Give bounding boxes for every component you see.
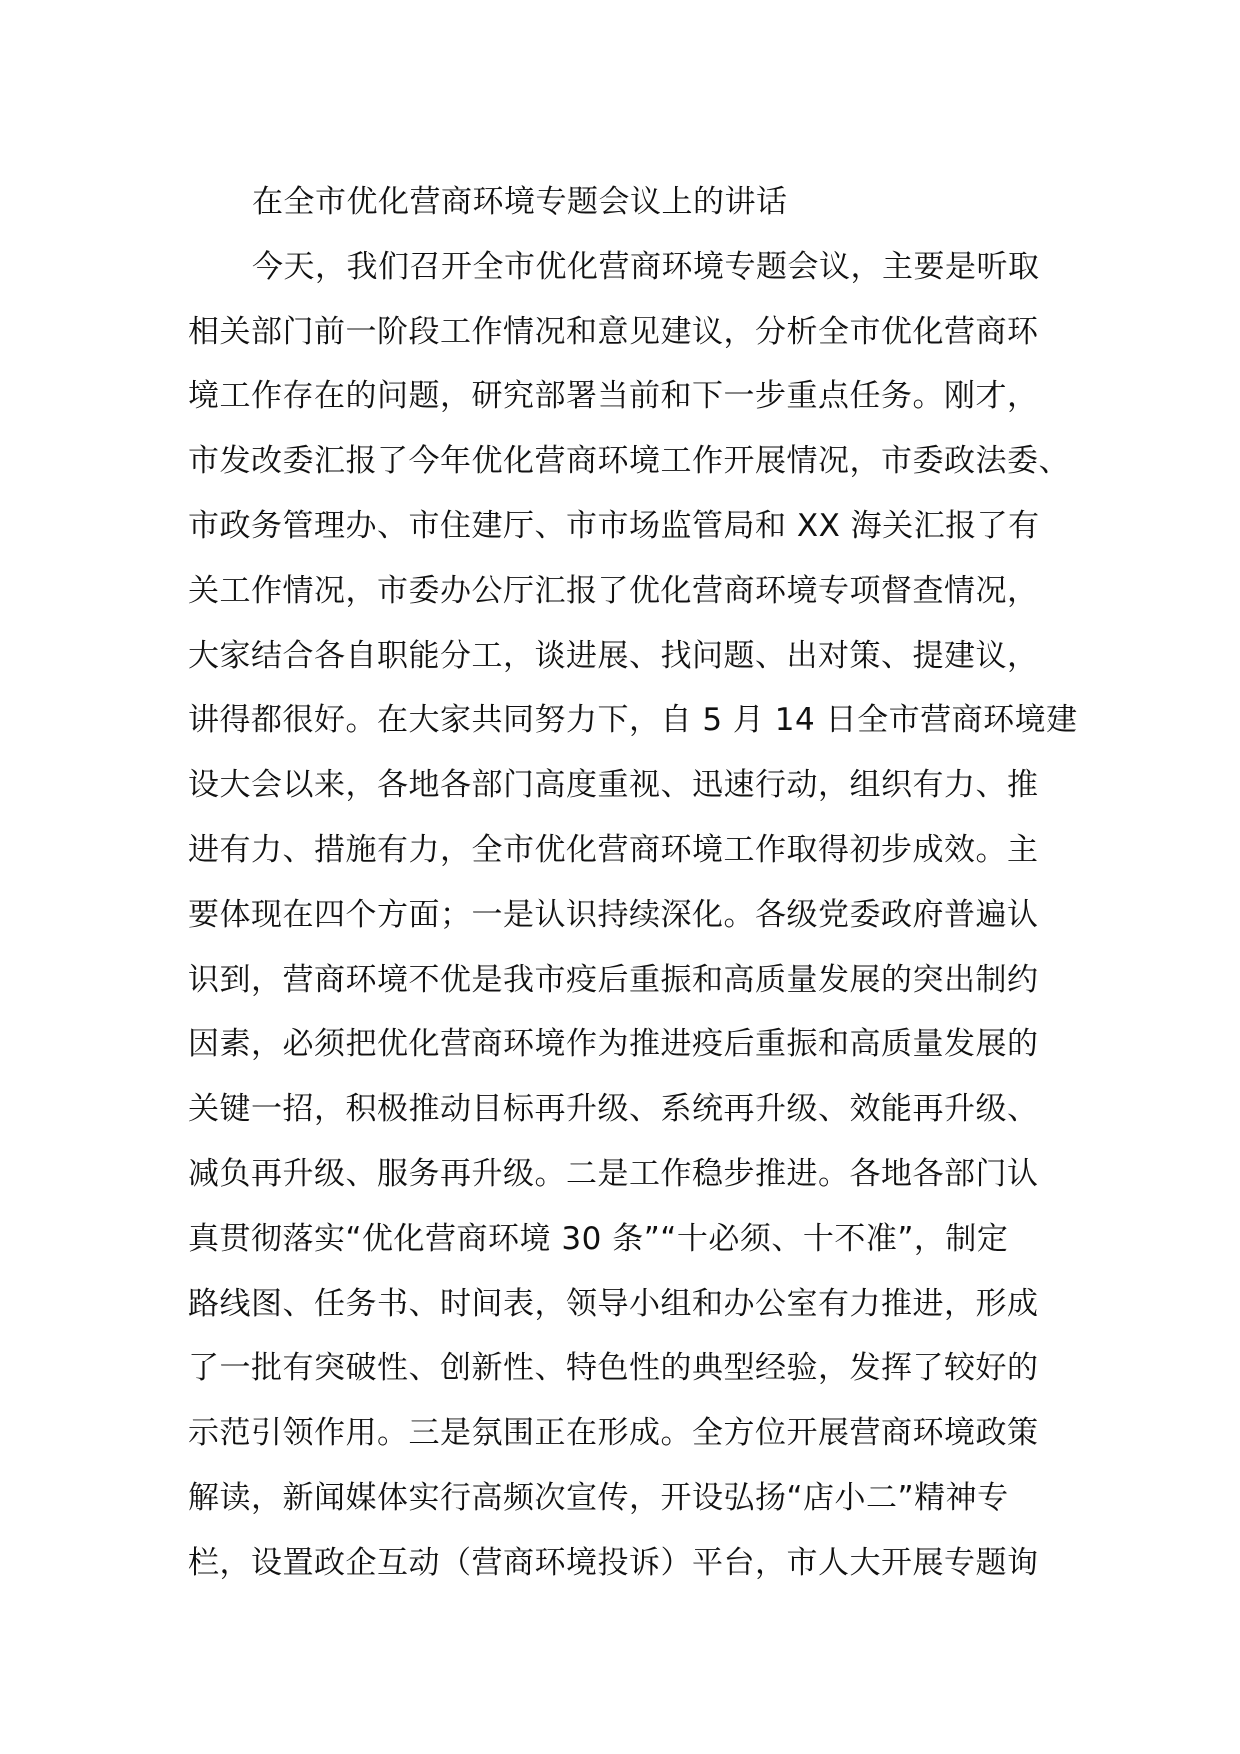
paragraph-line: 市发改委汇报了今年优化营商环境工作开展情况，市委政法委、 (188, 443, 1070, 480)
paragraph-line: 设大会以来，各地各部门高度重视、迅速行动，组织有力、推 (188, 767, 1039, 804)
paragraph-line: 讲得都很好。在大家共同努力下，自 5 月 14 日全市营商环境建 (188, 702, 1078, 739)
document-title: 在全市优化营商环境专题会议上的讲话 (252, 184, 788, 220)
paragraph-line: 示范引领作用。三是氛围正在形成。全方位开展营商环境政策 (188, 1415, 1039, 1452)
paragraph-line: 识到，营商环境不优是我市疫后重振和高质量发展的突出制约 (188, 961, 1039, 998)
paragraph-line: 境工作存在的问题，研究部署当前和下一步重点任务。刚才， (188, 378, 1039, 415)
paragraph-line: 栏，设置政企互动（营商环境投诉）平台，市人大开展专题询 (188, 1544, 1039, 1581)
paragraph-line: 因素，必须把优化营商环境作为推进疫后重振和高质量发展的 (188, 1026, 1039, 1063)
paragraph-line: 关键一招，积极推动目标再升级、系统再升级、效能再升级、 (188, 1091, 1039, 1128)
paragraph-line: 进有力、措施有力，全市优化营商环境工作取得初步成效。主 (188, 831, 1039, 868)
paragraph-line: 关工作情况，市委办公厅汇报了优化营商环境专项督查情况， (188, 572, 1039, 609)
paragraph-line: 真贯彻落实“优化营商环境 30 条”“十必须、十不准”，制定 (188, 1220, 1009, 1257)
paragraph-line: 今天，我们召开全市优化营商环境专题会议，主要是听取 (252, 248, 1040, 285)
paragraph-line: 了一批有突破性、创新性、特色性的典型经验，发挥了较好的 (188, 1350, 1039, 1387)
paragraph-line: 路线图、任务书、时间表，领导小组和办公室有力推进，形成 (188, 1285, 1039, 1322)
paragraph-line: 相关部门前一阶段工作情况和意见建议，分析全市优化营商环 (188, 313, 1039, 350)
speech-text (188, 170, 1078, 1596)
paragraph-line: 解读，新闻媒体实行高频次宣传，开设弘扬“店小二”精神专 (188, 1479, 1009, 1516)
paragraph-line: 要体现在四个方面；一是认识持续深化。各级党委政府普遍认 (188, 896, 1039, 933)
paragraph-line: 减负再升级、服务再升级。二是工作稳步推进。各地各部门认 (188, 1155, 1039, 1192)
paragraph-line: 大家结合各自职能分工，谈进展、找问题、出对策、提建议， (188, 637, 1039, 674)
paragraph-line: 市政务管理办、市住建厅、市市场监管局和 XX 海关汇报了有 (188, 507, 1040, 544)
